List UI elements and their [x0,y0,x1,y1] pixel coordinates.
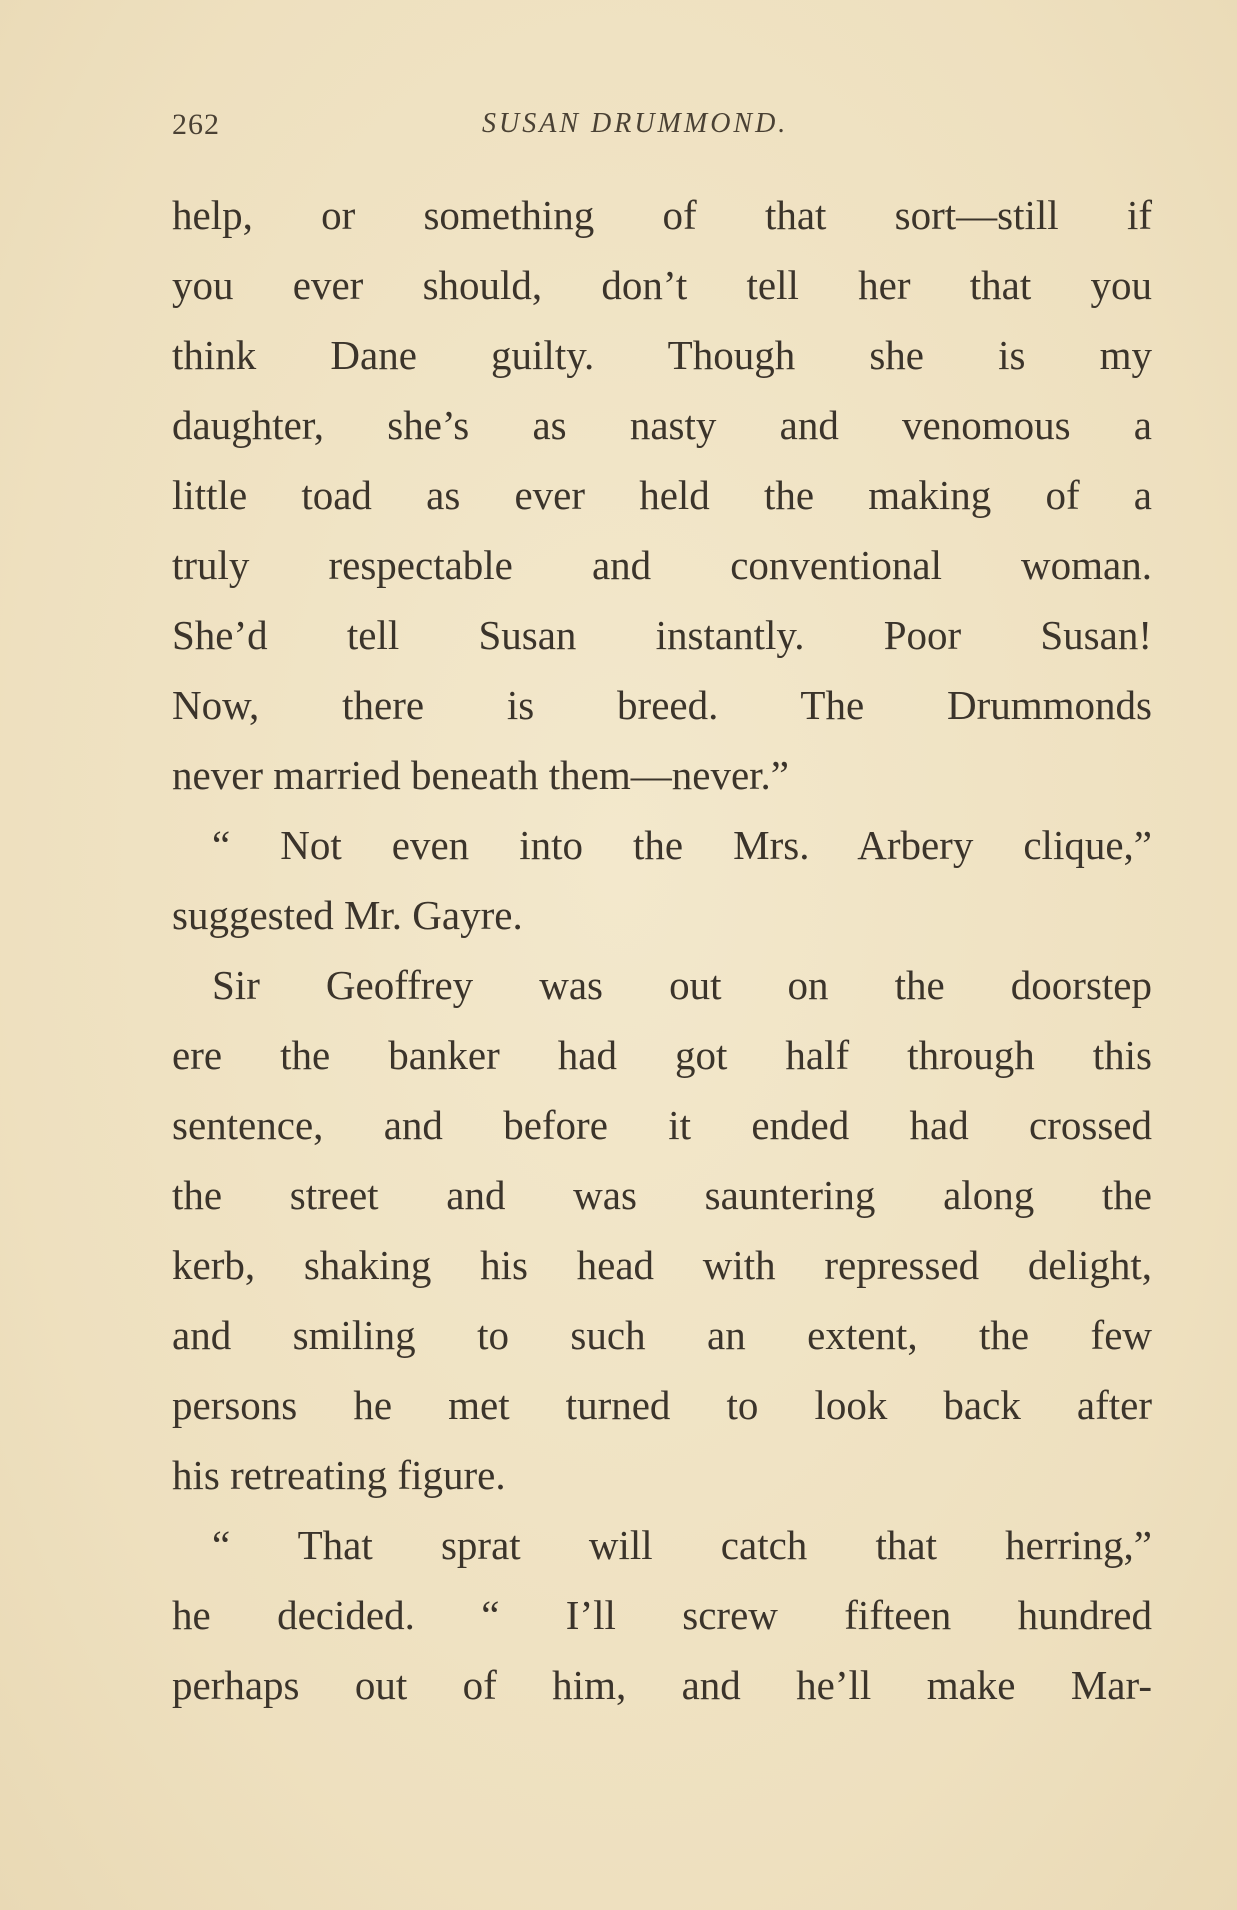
page-number: 262 [172,108,220,141]
text-line: and smiling to such an extent, the few [172,1312,1152,1358]
text-line: little toad as ever held the making of a [172,472,1152,518]
running-head [172,108,1152,148]
text-line: persons he met turned to look back after [172,1382,1152,1428]
text-line: Sir Geoffrey was out on the doorstep [212,962,1152,1008]
text-line: suggested Mr. Gayre. [172,892,523,938]
text-line: his retreating figure. [172,1452,506,1498]
text-line: “ Not even into the Mrs. Arbery clique,” [212,822,1152,868]
running-title: SUSAN DRUMMOND. [482,108,789,139]
text-line: think Dane guilty. Though she is my [172,332,1152,378]
text-line: “ That sprat will catch that herring,” [212,1522,1152,1568]
text-line: kerb, shaking his head with repressed delight, [172,1242,1152,1288]
text-line: She’d tell Susan instantly. Poor Susan! [172,612,1152,658]
text-line: sentence, and before it ended had crossed [172,1102,1152,1148]
text-line: ere the banker had got half through this [172,1032,1152,1078]
text-line: help, or something of that sort—still if [172,192,1152,238]
text-line: he decided. “ I’ll screw fifteen hundred [172,1592,1152,1638]
text-line: Now, there is breed. The Drummonds [172,682,1152,728]
text-line: you ever should, don’t tell her that you [172,262,1152,308]
text-line: the street and was sauntering along the [172,1172,1152,1218]
text-line: never married beneath them—never.” [172,752,789,798]
text-line: perhaps out of him, and he’ll make Mar- [172,1662,1152,1708]
body-text [172,180,1152,1720]
text-line: daughter, she’s as nasty and venomous a [172,402,1152,448]
text-line: truly respectable and conventional woman. [172,542,1152,588]
